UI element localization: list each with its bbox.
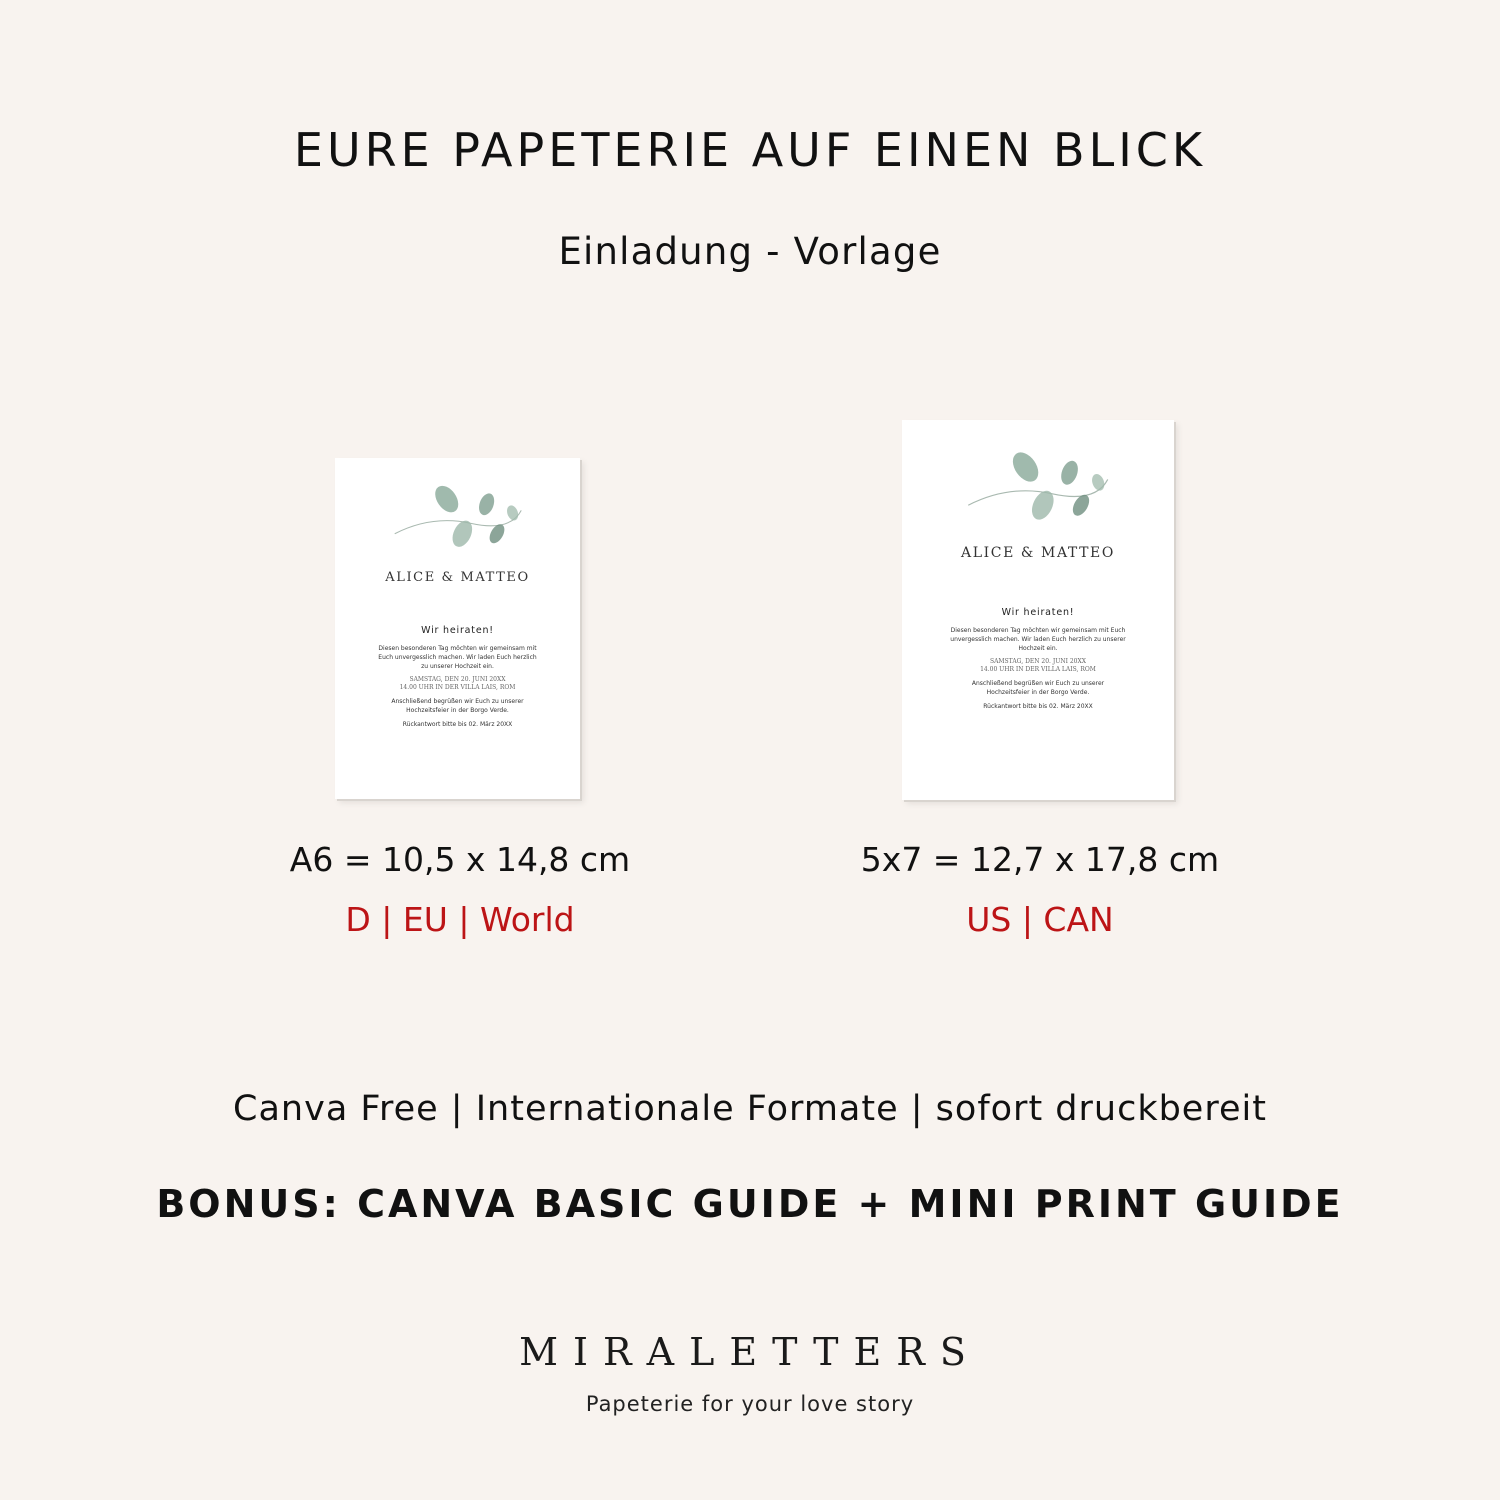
card-headline: Wir heiraten! xyxy=(421,625,494,636)
card-headline: Wir heiraten! xyxy=(1001,607,1075,618)
card-body: Diesen besonderen Tag möchten wir gemeinsam mit Euch unvergesslich machen. Wir laden Euch herzlich zu unserer Hochzeit ein. xyxy=(950,627,1126,652)
format-size-5x7: 5x7 = 12,7 x 17,8 cm xyxy=(860,840,1220,879)
invitation-card-a6 xyxy=(335,458,580,799)
card-body: Diesen besonderen Tag möchten wir gemeinsam mit Euch unvergesslich machen. Wir laden Euch herzlich zu unserer Hochzeit ein. xyxy=(378,645,537,670)
card-body-2: Anschließend begrüßen wir Euch zu unserer Hochzeitsfeier in der Borgo Verde. xyxy=(391,698,524,714)
card-rsvp: Rückantwort bitte bis 02. März 20XX xyxy=(983,703,1093,710)
format-size-a6: A6 = 10,5 x 14,8 cm xyxy=(289,840,631,879)
card-text xyxy=(335,570,580,728)
card-date: SAMSTAG, DEN 20. JUNI 20XX 14.00 UHR IN DER VILLA LAIS, ROM xyxy=(980,658,1096,673)
page-title: EURE PAPETERIE AUF EINEN BLICK xyxy=(293,123,1207,177)
card-text xyxy=(902,545,1174,710)
card-body-2: Anschließend begrüßen wir Euch zu unserer Hochzeitsfeier in der Borgo Verde. xyxy=(971,680,1105,696)
bonus-line: BONUS: CANVA BASIC GUIDE + MINI PRINT GUIDE xyxy=(156,1182,1344,1226)
couple-names: ALICE & MATTEO xyxy=(961,545,1115,561)
features-line: Canva Free | Internationale Formate | sofort druckbereit xyxy=(233,1089,1267,1129)
brand-logo: MIRALETTERS xyxy=(519,1330,981,1374)
format-region-a6: D | EU | World xyxy=(345,900,575,939)
page-subtitle: Einladung - Vorlage xyxy=(558,230,942,273)
format-region-5x7: US | CAN xyxy=(966,900,1114,939)
card-date: SAMSTAG, DEN 20. JUNI 20XX 14.00 UHR IN DER VILLA LAIS, ROM xyxy=(399,676,516,691)
card-rsvp: Rückantwort bitte bis 02. März 20XX xyxy=(402,721,513,728)
invitation-card-5x7 xyxy=(902,420,1174,800)
brand-tagline: Papeterie for your love story xyxy=(585,1392,915,1416)
eucalyptus-branch-icon xyxy=(393,480,523,558)
eucalyptus-branch-icon xyxy=(963,446,1113,532)
couple-names: ALICE & MATTEO xyxy=(385,570,530,585)
